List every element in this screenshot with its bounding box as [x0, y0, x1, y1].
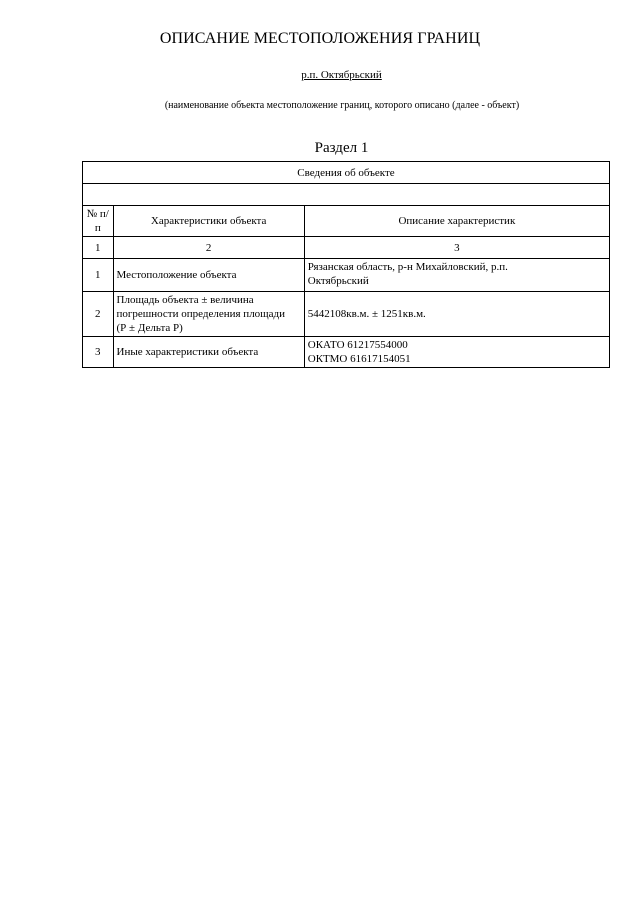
- row-description: [304, 337, 609, 368]
- row-description-line: Октябрьский: [307, 275, 369, 287]
- row-characteristic-line: Площадь объекта ± величина: [116, 294, 254, 306]
- document-title: ОПИСАНИЕ МЕСТОПОЛОЖЕНИЯ ГРАНИЦ: [159, 30, 481, 47]
- row-number: 1: [83, 259, 114, 292]
- table-row: [83, 259, 610, 292]
- table-row: [83, 337, 610, 368]
- object-info-table: [82, 161, 610, 368]
- table-column-numbers-row: [83, 237, 610, 259]
- column-header-number: № п/п: [83, 206, 114, 237]
- column-number-3: 3: [304, 237, 609, 259]
- column-header-description: Описание характеристик: [304, 206, 609, 237]
- row-description-line: ОКАТО 61217554000: [307, 339, 408, 351]
- row-description: [304, 259, 609, 292]
- column-header-characteristic: Характеристики объекта: [113, 206, 304, 237]
- row-description-line: ОКТМО 61617154051: [307, 353, 411, 365]
- table-empty-row: [83, 184, 610, 206]
- table-heading-row: [83, 162, 610, 184]
- row-characteristic-line: (Р ± Дельта Р): [116, 322, 183, 334]
- column-number-1: 1: [83, 237, 114, 259]
- row-number: 3: [83, 337, 114, 368]
- table-empty-cell: [83, 184, 610, 206]
- row-characteristic-line: погрешности определения площади: [116, 308, 286, 320]
- table-row: [83, 292, 610, 337]
- row-number: 2: [83, 292, 114, 337]
- row-characteristic: [113, 292, 304, 337]
- table-heading: Сведения об объекте: [83, 162, 610, 184]
- row-description-line: Рязанская область, р-н Михайловский, р.п.: [307, 261, 508, 273]
- object-name-caption: (наименование объекта местоположение границ, которого описано (далее - объект): [164, 100, 520, 111]
- object-name: р.п. Октябрьский: [301, 69, 382, 81]
- row-characteristic: Местоположение объекта: [113, 259, 304, 292]
- row-characteristic: Иные характеристики объекта: [113, 337, 304, 368]
- row-description: 5442108кв.м. ± 1251кв.м.: [304, 292, 609, 337]
- table-header-row: [83, 206, 610, 237]
- column-number-2: 2: [113, 237, 304, 259]
- section-title: Раздел 1: [314, 140, 369, 156]
